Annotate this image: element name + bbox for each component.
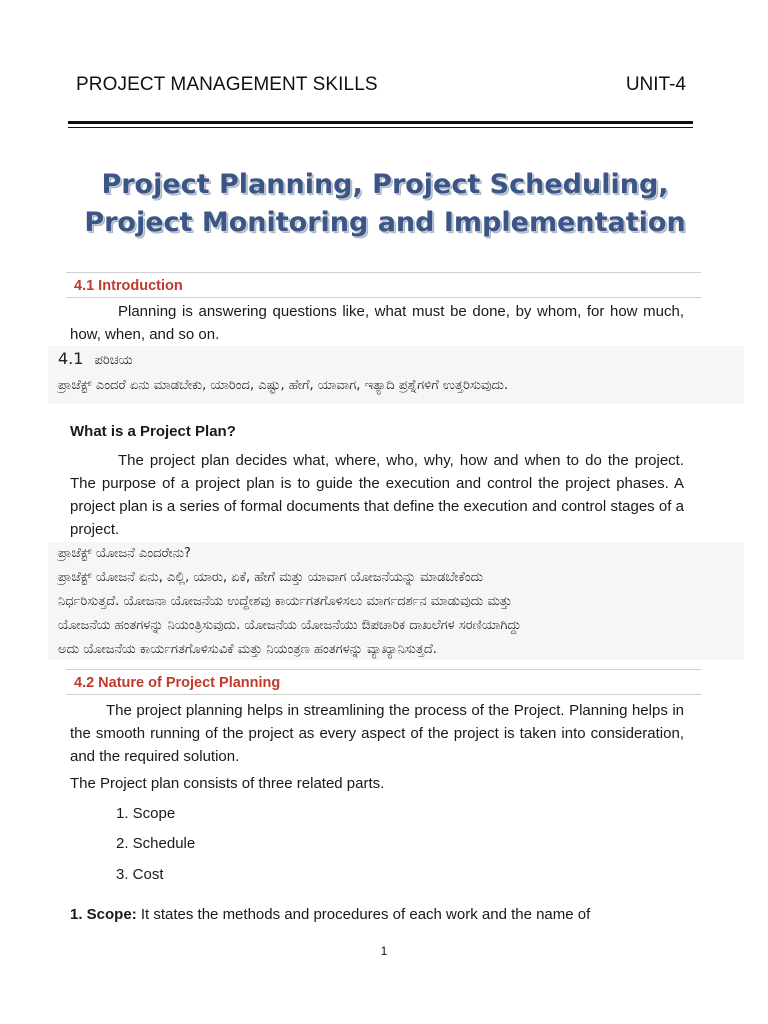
scope-label: 1. Scope:	[70, 906, 137, 923]
scope-text: It states the methods and procedures of each work and the name of	[136, 906, 591, 923]
intro-paragraph: Planning is answering questions like, what must be done, by whom, for how much, how, when, and so on.	[70, 303, 684, 343]
header-rule-thick	[68, 121, 693, 124]
title-line-2: Project Monitoring and Implementation	[84, 207, 686, 238]
kannada-intro-block	[48, 346, 744, 404]
header-rule-thin	[68, 127, 693, 128]
nature-paragraph: The project planning helps in streamlining the process of the Project. Planning helps in the smooth running of the project as every aspect of the project is taken into consideration, and the required solution.	[70, 702, 684, 765]
scope-definition	[70, 903, 684, 926]
unit-label: UNIT-4	[625, 74, 686, 95]
title-line-1: Project Planning, Project Scheduling,	[101, 169, 669, 200]
section-heading-nature: 4.2 Nature of Project Planning	[66, 669, 701, 695]
kannada-plan-line-1: ಪ್ರಾಜೆಕ್ಟ್ ಯೋಜನೆ ಏನು, ಎಲ್ಲಿ, ಯಾರು, ಏಕೆ, ಹೇಗೆ ಮತ್ತು ಯಾವಾಗ ಯೋಜನೆಯನ್ನು ಮಾಡಬೇಕೆಂದು	[58, 570, 484, 585]
course-title: PROJECT MANAGEMENT SKILLS	[76, 74, 378, 95]
kannada-section-title: ಪರಿಚಯ	[94, 353, 133, 368]
kannada-plan-block	[48, 542, 744, 660]
kannada-plan-line-4: ಅದು ಯೋಜನೆಯ ಕಾರ್ಯಗತಗೊಳಿಸುವಿಕೆ ಮತ್ತು ನಿಯಂತ್ರಣ ಹಂತಗಳನ್ನು ವ್ಯಾಖ್ಯಾನಿಸುತ್ತದೆ.	[58, 642, 437, 657]
section-heading-introduction: 4.1 Introduction	[66, 272, 701, 298]
kannada-section-number: 4.1	[58, 349, 84, 368]
project-plan-paragraph: The project plan decides what, where, who, why, how and when to do the project. The purpose of a project plan is to guide the execution and control the project phases. A project plan is a series of formal documents that define the execution and control stages of a project.	[70, 452, 684, 538]
kannada-intro-text: ಪ್ರಾಜೆಕ್ಟ್ ಎಂದರೆ ಏನು ಮಾಡಬೇಕು, ಯಾರಿಂದ, ಎಷ್ಟು, ಹೇಗೆ, ಯಾವಾಗ, ಇತ್ಯಾದಿ ಪ್ರಶ್ನೆಗಳಿಗೆ ಉತ್ತರಿಸುವುದು.	[58, 378, 509, 393]
kannada-plan-line-2: ನಿರ್ಧರಿಸುತ್ತದೆ. ಯೋಜನಾ ಯೋಜನೆಯ ಉದ್ದೇಶವು ಕಾರ್ಯಗತಗೊಳಿಸಲು ಮಾರ್ಗದರ್ಶನ ಮಾಡುವುದು ಮತ್ತು	[58, 594, 512, 609]
document-title	[40, 166, 730, 242]
project-plan-question: What is a Project Plan?	[70, 423, 236, 440]
kannada-plan-question: ಪ್ರಾಜೆಕ್ಟ್ ಯೋಜನೆ ಎಂದರೇನು?	[58, 546, 191, 561]
page-number: 1	[380, 944, 388, 958]
kannada-intro-heading	[48, 346, 744, 374]
list-item-cost: 3. Cost	[116, 866, 164, 883]
list-item-schedule: 2. Schedule	[116, 835, 196, 852]
kannada-plan-line-3: ಯೋಜನೆಯ ಹಂತಗಳನ್ನು ನಿಯಂತ್ರಿಸುವುದು. ಯೋಜನೆಯ ಯೋಜನೆಯು ಔಪಚಾರಿಕ ದಾಖಲೆಗಳ ಸರಣಿಯಾಗಿದ್ದು	[58, 618, 522, 633]
plan-parts-intro: The Project plan consists of three related parts.	[70, 775, 385, 792]
list-item-scope: 1. Scope	[116, 805, 176, 822]
